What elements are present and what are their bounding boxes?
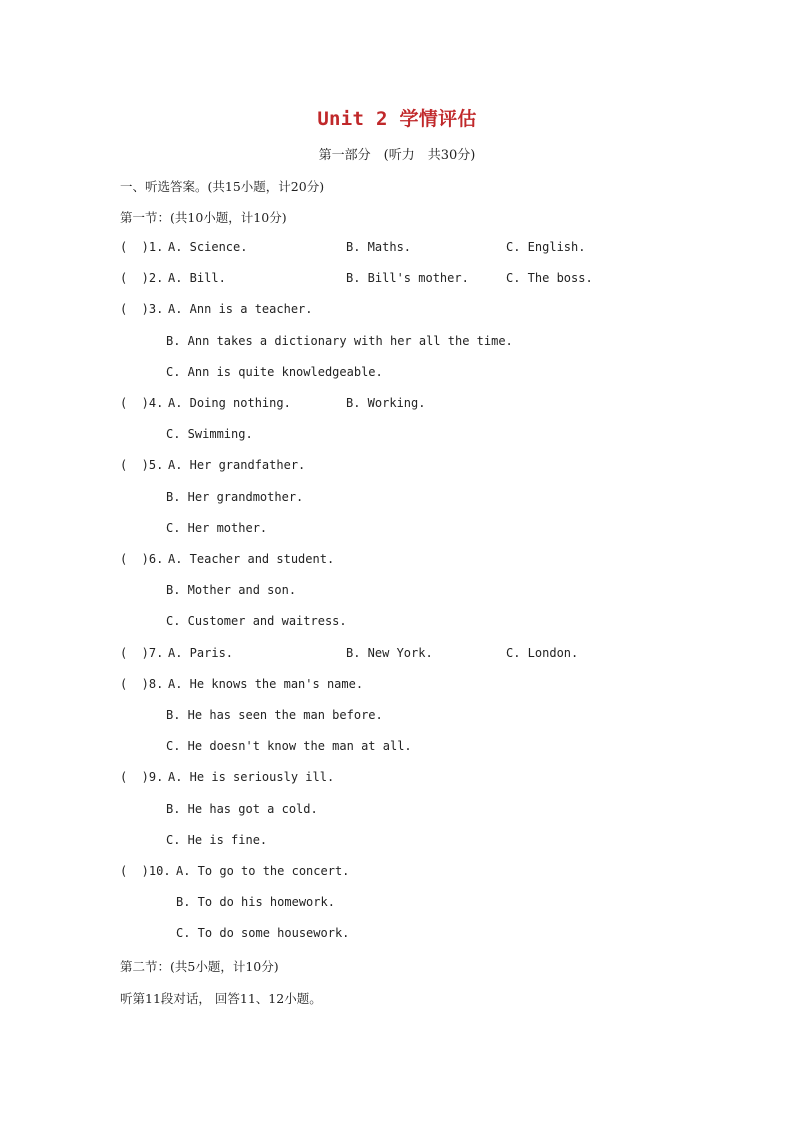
question-10-option-a: A. To go to the concert. xyxy=(176,864,350,878)
question-number-2: ( )2. xyxy=(120,271,164,285)
question-6-option-b: B. Mother and son. xyxy=(166,583,297,597)
question-8-option-a: A. He knows the man's name. xyxy=(168,677,364,691)
question-7-option-a: A. Paris. xyxy=(168,646,234,660)
question-7-option-b: B. New York. xyxy=(346,646,433,660)
question-number-5: ( )5. xyxy=(120,458,164,472)
question-6-option-a: A. Teacher and student. xyxy=(168,552,335,566)
question-3-option-b: B. Ann takes a dictionary with her all the time. xyxy=(166,334,513,348)
question-number-7: ( )7. xyxy=(120,646,164,660)
question-number-3: ( )3. xyxy=(120,302,164,316)
question-9-option-a: A. He is seriously ill. xyxy=(168,770,335,784)
question-number-6: ( )6. xyxy=(120,552,164,566)
question-10-option-c: C. To do some housework. xyxy=(176,926,350,940)
page-title: Unit 2 学情评估 xyxy=(317,108,477,130)
question-4-option-a: A. Doing nothing. xyxy=(168,396,291,410)
dialogue-instruction: 听第11段对话， 回答11、12小题。 xyxy=(120,991,322,1006)
section1-heading: 第一节：(共10小题，计10分) xyxy=(120,210,287,225)
question-number-1: ( )1. xyxy=(120,240,164,254)
question-10-option-b: B. To do his homework. xyxy=(176,895,335,909)
question-1-option-c: C. English. xyxy=(506,240,586,254)
question-2-option-a: A. Bill. xyxy=(168,271,226,285)
question-4-option-b: B. Working. xyxy=(346,396,426,410)
question-5-option-c: C. Her mother. xyxy=(166,521,268,535)
question-number-9: ( )9. xyxy=(120,770,164,784)
question-number-10: ( )10. xyxy=(120,864,171,878)
question-5-option-a: A. Her grandfather. xyxy=(168,458,306,472)
question-9-option-c: C. He is fine. xyxy=(166,833,268,847)
question-8-option-c: C. He doesn't know the man at all. xyxy=(166,739,412,753)
question-8-option-b: B. He has seen the man before. xyxy=(166,708,383,722)
question-9-option-b: B. He has got a cold. xyxy=(166,802,318,816)
question-2-option-c: C. The boss. xyxy=(506,271,593,285)
part-subtitle: 第一部分 (听力 共30分) xyxy=(318,148,476,163)
section2-heading: 第二节：(共5小题，计10分) xyxy=(120,959,279,974)
question-number-8: ( )8. xyxy=(120,677,164,691)
part1-heading: 一、听选答案。(共15小题，计20分) xyxy=(120,179,325,194)
question-6-option-c: C. Customer and waitress. xyxy=(166,614,347,628)
question-1-option-a: A. Science. xyxy=(168,240,248,254)
question-4-option-c: C. Swimming. xyxy=(166,427,253,441)
question-number-4: ( )4. xyxy=(120,396,164,410)
question-5-option-b: B. Her grandmother. xyxy=(166,490,304,504)
question-1-option-b: B. Maths. xyxy=(346,240,412,254)
question-3-option-a: A. Ann is a teacher. xyxy=(168,302,313,316)
question-7-option-c: C. London. xyxy=(506,646,579,660)
question-3-option-c: C. Ann is quite knowledgeable. xyxy=(166,365,383,379)
question-2-option-b: B. Bill's mother. xyxy=(346,271,469,285)
